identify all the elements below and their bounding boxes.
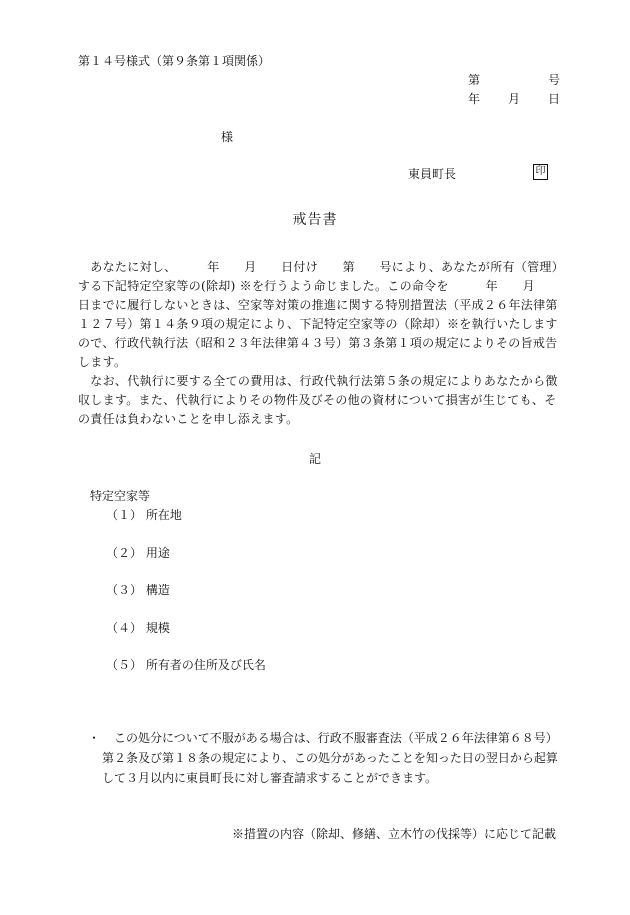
appeal-note xyxy=(88,728,566,788)
property-item-label: 所有者の住所及び氏名 xyxy=(145,658,266,672)
property-item-scale xyxy=(106,619,170,637)
property-item-label: 所在地 xyxy=(145,508,182,522)
property-item-number: （５） xyxy=(106,658,143,672)
issuer-name: 東員町長 xyxy=(408,167,457,181)
property-heading: 特定空家等 xyxy=(90,489,151,503)
body-text xyxy=(78,258,560,429)
addressee-honorific: 様 xyxy=(221,130,234,144)
property-item-number: （１） xyxy=(106,508,143,522)
property-item-number: （４） xyxy=(106,621,143,635)
form-number: 第１４号様式（第９条第１項関係） xyxy=(78,54,271,68)
doc-number-suffix: 号 xyxy=(547,73,560,87)
property-item-label: 用途 xyxy=(145,546,170,560)
date-day-label: 日 xyxy=(547,92,560,106)
date-month-label: 月 xyxy=(508,92,521,106)
property-item-label: 構造 xyxy=(145,583,170,597)
property-item-label: 規模 xyxy=(145,621,170,635)
note-text: この処分について不服がある場合は、行政不服審査法（平成２６年法律第６８号）第２条及び第１８条の規定により、この処分があったことを知った日の翌日から起算して３月以内に東員町長に対し審査請求することができます。 xyxy=(102,731,558,785)
property-item-use xyxy=(106,544,170,562)
property-item-location xyxy=(106,506,182,524)
footnote: ※措置の内容（除却、修繕、立木竹の伐採等）に応じて記載 xyxy=(232,827,557,841)
date-year-label: 年 xyxy=(468,92,481,106)
body-paragraph-2: なお、代執行に要する全ての費用は、行政代執行法第５条の規定によりあなたから徴収します。また、代執行によりその物件及びその他の資材について損害が生じても、その責任は負わないことを申し添えます。 xyxy=(78,374,558,426)
seal-mark: 印 xyxy=(533,164,548,180)
doc-number-prefix: 第 xyxy=(468,73,481,87)
body-paragraph-1: あなたに対し、 年 月 日付け 第 号により、あなたが所有（管理）する下記特定空家等の(除却) ※を行うよう命じました。この命令を 年 月 日までに履行しないときは、空家等対策の推進に関する特別措置法（平成２６年法律第１２７号）第１４条９項の規定により、下記特定空家等の（除却）※を執行いたしますので、行政代執行法（昭和２３年法律第４３号）第３条第１項の規定によりその旨戒告します。 xyxy=(78,260,560,369)
document-number xyxy=(468,71,560,89)
document-date xyxy=(468,90,560,108)
document-title: 戒告書 xyxy=(292,212,338,228)
property-item-number: （２） xyxy=(106,546,143,560)
property-item-structure xyxy=(106,581,170,599)
note-bullet: ・ xyxy=(88,731,101,745)
property-item-owner xyxy=(106,656,266,674)
property-item-number: （３） xyxy=(106,583,143,597)
ki-heading: 記 xyxy=(308,452,321,466)
